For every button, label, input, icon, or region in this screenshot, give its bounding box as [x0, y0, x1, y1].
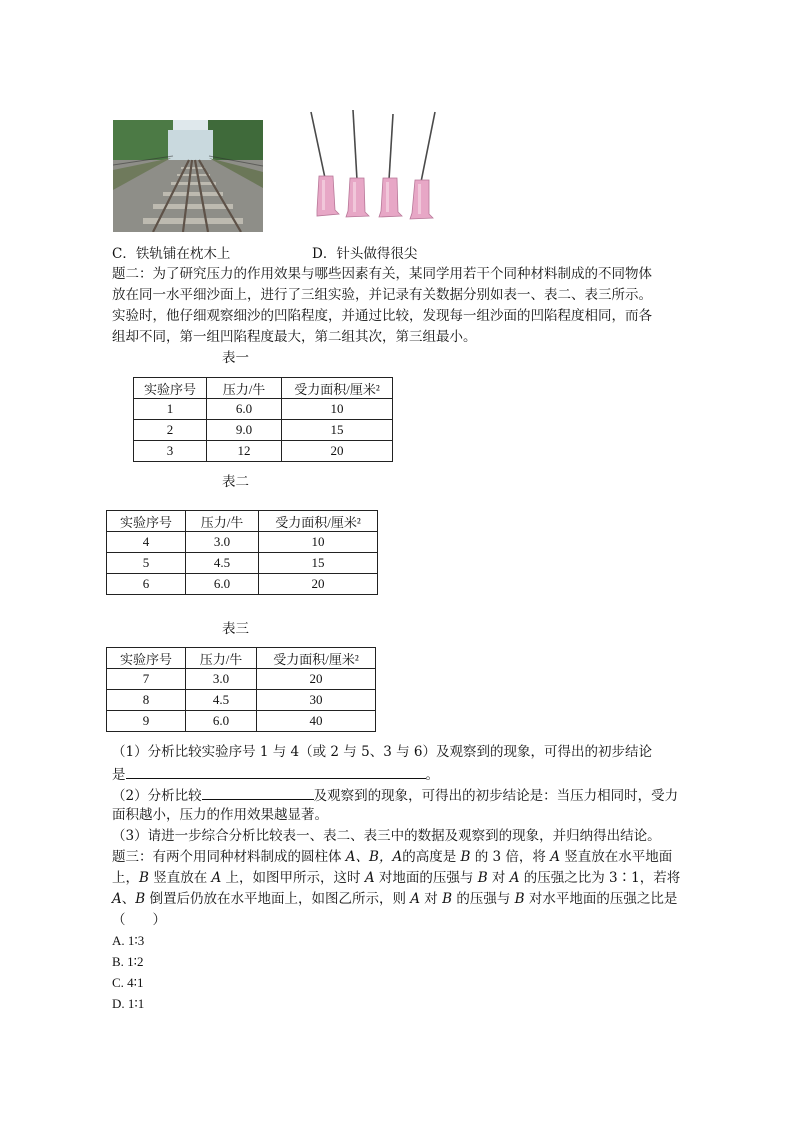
cell: 6.0	[207, 399, 282, 420]
cell: 40	[257, 711, 376, 732]
table-row	[107, 574, 378, 595]
railway-track-icon	[113, 120, 263, 232]
cell: 5	[107, 553, 186, 574]
q2-line-1: 题二：为了研究压力的作用效果与哪些因素有关，某同学用若干个同种材料制成的不同物体	[112, 266, 652, 282]
q3-var: B	[442, 891, 453, 907]
q3-line-2	[112, 868, 680, 888]
q3-text: 竖直放在水平地面	[559, 849, 673, 865]
q3-text: 对地面的压强与	[374, 870, 478, 886]
option-a[interactable]: A. 1∶3	[112, 933, 145, 948]
table-3	[106, 647, 376, 732]
cell: 15	[259, 553, 378, 574]
q3-var: B	[135, 891, 146, 907]
cell: 30	[257, 690, 376, 711]
cell: 15	[282, 420, 393, 441]
q2-line-4: 组却不同，第一组凹陷程度最大，第二组其次，第三组最小。	[112, 329, 477, 345]
col-header: 实验序号	[107, 511, 186, 532]
caption-c: C．铁轨铺在枕木上	[112, 246, 231, 262]
table-row	[107, 553, 378, 574]
q3-var: A	[112, 891, 122, 907]
q3-var: B	[460, 849, 471, 865]
q2-sub1-line1: （1）分析比较实验序号 1 与 4（或 2 与 5、3 与 6）及观察到的现象，可得出的初步结论	[112, 744, 652, 760]
q3-var: B	[477, 870, 488, 886]
table-row	[134, 420, 393, 441]
table-row	[107, 669, 376, 690]
cell: 4.5	[186, 553, 259, 574]
q3-text: 对水平地面的压强之比是	[524, 891, 678, 907]
table-2	[106, 510, 378, 595]
syringe-needle-icon	[305, 110, 445, 228]
cell: 7	[107, 669, 186, 690]
q2-sub2-prefix: （2）分析比较	[112, 788, 202, 804]
cell: 3	[134, 441, 207, 462]
col-header: 实验序号	[134, 378, 207, 399]
col-header: 受力面积/厘米²	[257, 648, 376, 669]
railway-track-photo	[113, 120, 263, 232]
q3-var: B	[514, 891, 525, 907]
q3-text: 的 3 倍，将	[470, 849, 551, 865]
col-header: 压力/牛	[186, 511, 259, 532]
option-d[interactable]: D. 1∶1	[112, 996, 145, 1011]
q2-sub2-suffix: 及观察到的现象，可得出的初步结论是：当压力相同时，受力	[313, 788, 679, 804]
q3-text: 题三：有两个用同种材料制成的圆柱体	[112, 849, 346, 865]
table-3-caption: 表三	[222, 621, 249, 637]
q2-sub3: （3）请进一步综合分析比较表一、表二、表三中的数据及观察到的现象，并归纳得出结论。	[112, 828, 661, 844]
cell: 6	[107, 574, 186, 595]
q3-answer-bracket[interactable]: （ ）	[112, 912, 166, 928]
table-row	[107, 532, 378, 553]
table-row	[107, 711, 376, 732]
cell: 3.0	[186, 669, 257, 690]
cell: 10	[282, 399, 393, 420]
table-row	[107, 690, 376, 711]
col-header: 受力面积/厘米²	[259, 511, 378, 532]
table-row	[134, 399, 393, 420]
cell: 4	[107, 532, 186, 553]
q3-text: 倒置后仍放在水平地面上，如图乙所示，则	[145, 891, 411, 907]
cell: 4.5	[186, 690, 257, 711]
cell: 3.0	[186, 532, 259, 553]
cell: 2	[134, 420, 207, 441]
q2-line-2: 放在同一水平细沙面上，进行了三组实验，并记录有关数据分别如表一、表二、表三所示。	[112, 287, 652, 303]
cell: 20	[282, 441, 393, 462]
col-header: 压力/牛	[207, 378, 282, 399]
table-header-row	[107, 511, 378, 532]
q3-var: A	[550, 849, 560, 865]
cell: 10	[259, 532, 378, 553]
option-c[interactable]: C. 4∶1	[112, 975, 144, 990]
cell: 12	[207, 441, 282, 462]
cell: 1	[134, 399, 207, 420]
q3-var: A	[509, 870, 520, 886]
table-row	[134, 441, 393, 462]
q3-text: 、	[121, 891, 136, 907]
q2-sub1-suffix: 。	[425, 767, 439, 783]
table-2-caption: 表二	[222, 474, 249, 490]
cell: 6.0	[186, 711, 257, 732]
q3-var: B	[139, 870, 149, 886]
syringe-needles-photo	[305, 110, 445, 228]
q3-text: 对	[487, 870, 510, 886]
q2-line-3: 实验时，他仔细观察细沙的凹陷程度，并通过比较，发现每一组沙面的凹陷程度相同，而各	[112, 308, 652, 324]
col-header: 实验序号	[107, 648, 186, 669]
option-b[interactable]: B. 1∶2	[112, 954, 144, 969]
cell: 9	[107, 711, 186, 732]
q3-var: A、B，A	[345, 849, 403, 865]
answer-blank-2[interactable]	[202, 784, 314, 800]
q3-text: 上，	[112, 870, 139, 886]
cell: 20	[259, 574, 378, 595]
q3-line-3	[112, 889, 677, 909]
cell: 20	[257, 669, 376, 690]
q3-var: A	[364, 870, 375, 886]
caption-d: D．针头做得很尖	[312, 246, 418, 262]
table-1	[133, 377, 393, 462]
q2-sub1-prefix: 是	[112, 767, 126, 783]
q2-sub1-line2	[112, 763, 439, 785]
q3-text: 的压强与	[452, 891, 515, 907]
q3-line-1	[112, 847, 672, 867]
q2-sub2-line2: 面积越小，压力的作用效果越显著。	[112, 807, 328, 823]
q3-text: 上，如图甲所示，这时	[221, 870, 365, 886]
table-header-row	[134, 378, 393, 399]
cell: 6.0	[186, 574, 259, 595]
q3-text: 的高度是	[402, 849, 461, 865]
q3-text: 竖直放在	[148, 870, 212, 886]
col-header: 受力面积/厘米²	[282, 378, 393, 399]
cell: 8	[107, 690, 186, 711]
q3-var: A	[410, 891, 421, 907]
q2-sub2-line1	[112, 784, 678, 806]
q3-text: 的压强之比为 3∶1，若将	[519, 870, 681, 886]
answer-blank-1[interactable]	[126, 763, 426, 779]
table-1-caption: 表一	[222, 350, 249, 366]
q3-text: 对	[420, 891, 443, 907]
cell: 9.0	[207, 420, 282, 441]
table-header-row	[107, 648, 376, 669]
q3-var: A	[211, 870, 222, 886]
col-header: 压力/牛	[186, 648, 257, 669]
